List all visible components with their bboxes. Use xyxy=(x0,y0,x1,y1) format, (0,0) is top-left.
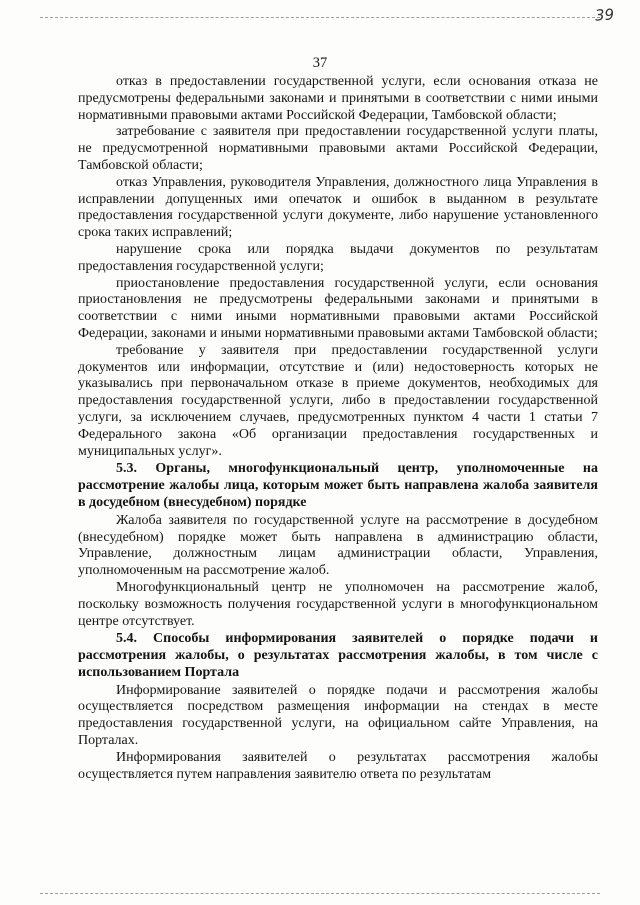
paragraph: требование у заявителя при предоставлении государственной услуги документов или информации, отсутствие и (или) недостоверность которых не указывались при первоначальном отказе в приеме документов, необходимых для предоставления государственной услуги, либо в предоставлении государственной услуги, за исключением случаев, предусмотренных пунктом 4 части 1 статьи 7 Федерального закона «Об организации предоставления государственных и муниципальных услуг». xyxy=(78,342,598,459)
paragraph: Жалоба заявителя по государственной услуге на рассмотрение в досудебном (внесудебном) порядке может быть направлена в администрацию области, Управление, должностным лицам администрации области, Управления, уполномоченным на рассмотрение жалоб. xyxy=(78,512,598,579)
section-heading: 5.4. Способы информирования заявителей о порядке подачи и рассмотрения жалобы, о результатах рассмотрения жалобы, в том числе с использованием Портала xyxy=(78,631,598,680)
paragraph: Информирование заявителей о порядке подачи и рассмотрения жалобы осуществляется посредством размещения информации на стендах в месте предоставления государственной услуги, на официальном сайте Управления, на Порталах. xyxy=(78,682,598,749)
page-number: 37 xyxy=(312,55,328,71)
paragraph: отказ Управления, руководителя Управления, должностного лица Управления в исправлении допущенных ими опечаток и ошибок в выданном в результате предоставления государственной услуги документе, либо нарушение установленного срока таких исправлений; xyxy=(78,174,598,241)
paragraph: Многофункциональный центр не уполномочен на рассмотрение жалоб, поскольку возможность получения государственной услуги в многофункциональном центре отсутствует. xyxy=(78,579,598,629)
document-body xyxy=(78,74,598,783)
paragraph: отказ в предоставлении государственной услуги, если основания отказа не предусмотрены федеральными законами и принятыми в соответствии с ними иными нормативными правовыми актами Российской Федерации, Тамбовской области; xyxy=(78,74,598,123)
handwritten-page-number: 39 xyxy=(594,5,615,25)
paragraph: нарушение срока или порядка выдачи документов по результатам предоставления государственной услуги; xyxy=(78,241,598,274)
paragraph: затребование с заявителя при предоставлении государственной услуги платы, не предусмотренной нормативными правовыми актами Российской Федерации, Тамбовской области; xyxy=(78,124,598,173)
paragraph: Информирования заявителей о результатах рассмотрения жалобы осуществляется путем направления заявителю ответа по результатам xyxy=(78,749,598,782)
scan-edge-bottom xyxy=(40,893,600,895)
scan-edge-top xyxy=(40,17,600,19)
paragraph: приостановление предоставления государственной услуги, если основания приостановления не предусмотрены федеральными законами и принятыми в соответствии с ними иными нормативными правовыми актами Российской Федерации, законами и иными нормативными правовыми актами Тамбовской области; xyxy=(78,275,598,341)
section-heading: 5.3. Органы, многофункциональный центр, уполномоченные на рассмотрение жалобы лица, которым может быть направлена жалоба заявителя в досудебном (внесудебном) порядке xyxy=(78,461,598,510)
